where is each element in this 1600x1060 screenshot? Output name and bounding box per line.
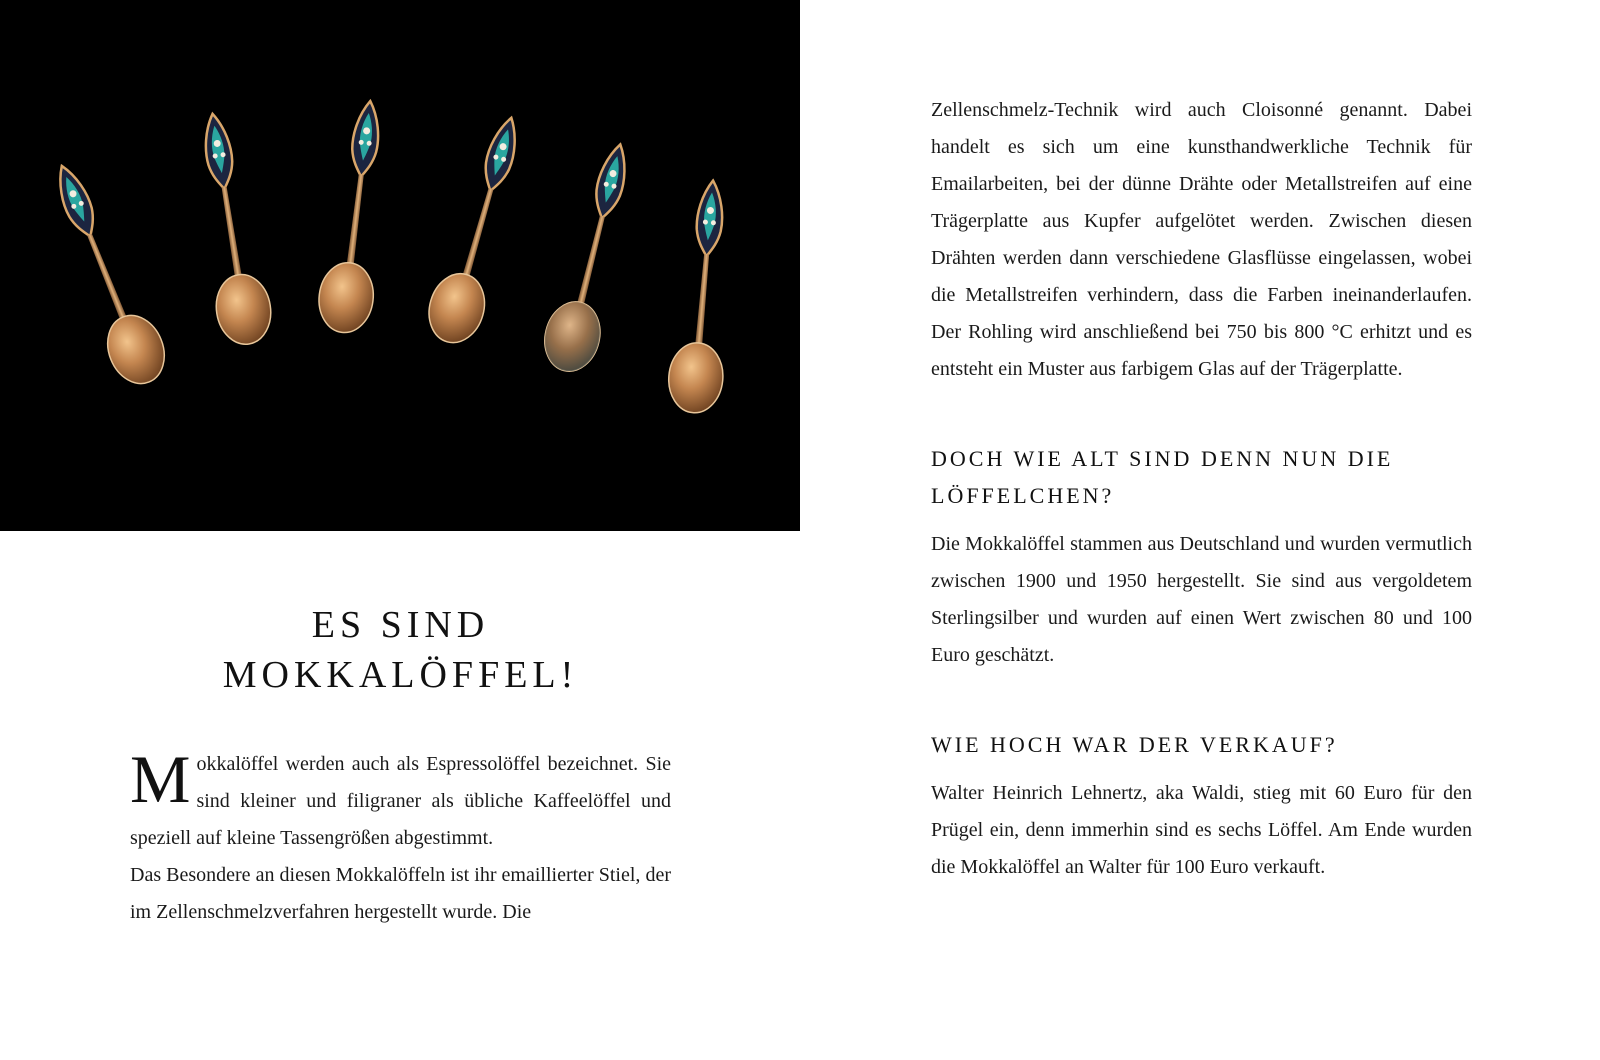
spoon-5 bbox=[538, 138, 647, 377]
spoons-illustration bbox=[0, 0, 800, 531]
left-column bbox=[130, 600, 671, 931]
enamel-paragraph: Das Besondere an diesen Mokkalöffeln ist ihr emaillierter Stiel, der im Zellenschmelzverfahren hergestellt wurde. Die bbox=[130, 864, 671, 923]
spoon-3 bbox=[315, 98, 397, 336]
sale-paragraph: Walter Heinrich Lehnertz, aka Waldi, stieg mit 60 Euro für den Prügel ein, denn immerhin sind es sechs Löffel. Am Ende wurden die Mokkalöffel an Walter für 100 Euro verkauft. bbox=[931, 782, 1472, 878]
main-heading-line-2: MOKKALÖFFEL! bbox=[222, 654, 579, 696]
main-heading bbox=[130, 600, 671, 700]
intro-paragraph bbox=[130, 741, 671, 857]
spoon-1 bbox=[37, 156, 174, 392]
cloisonne-paragraph: Zellenschmelz-Technik wird auch Cloisonné genannt. Dabei handelt es sich um eine kunsthandwerkliche Technik für Emailarbeiten, bei der dünne Drähte oder Metallstreifen auf eine Trägerplatte aus Kupfer aufgelötet werden. Zwischen diesen Drähten werden dann verschiedene Glasflüsse eingelassen, wobei die Metallstreifen verhindern, dass die Farben ineinanderlaufen. Der Rohling wird anschließend bei 750 bis 800 °C erhitzt und es entsteht ein Muster aus farbigem Glas auf der Trägerplatte. bbox=[931, 99, 1472, 380]
right-column bbox=[931, 92, 1472, 886]
sale-heading: WIE HOCH WAR DER VERKAUF? bbox=[931, 732, 1338, 757]
spoon-4 bbox=[421, 110, 537, 349]
spoon-2 bbox=[186, 110, 276, 349]
spoons-photo bbox=[0, 0, 800, 531]
main-heading-line-1: ES SIND bbox=[311, 604, 490, 646]
spoon-6 bbox=[666, 178, 740, 415]
age-heading: DOCH WIE ALT SIND DENN NUN DIE LÖFFELCHEN? bbox=[931, 446, 1394, 508]
intro-paragraph-text: okkalöffel werden auch als Espressolöffel bezeichnet. Sie sind kleiner und filigraner als übliche Kaffeelöffel und speziell auf kleine Tassengrößen abgestimmt. bbox=[130, 753, 671, 849]
age-paragraph: Die Mokkalöffel stammen aus Deutschland und wurden vermutlich zwischen 1900 und 1950 hergestellt. Sie sind aus vergoldetem Sterlingsilber und wurden auf einen Wert zwischen 80 und 100 Euro geschätzt. bbox=[931, 533, 1472, 666]
drop-cap: M bbox=[130, 741, 191, 817]
